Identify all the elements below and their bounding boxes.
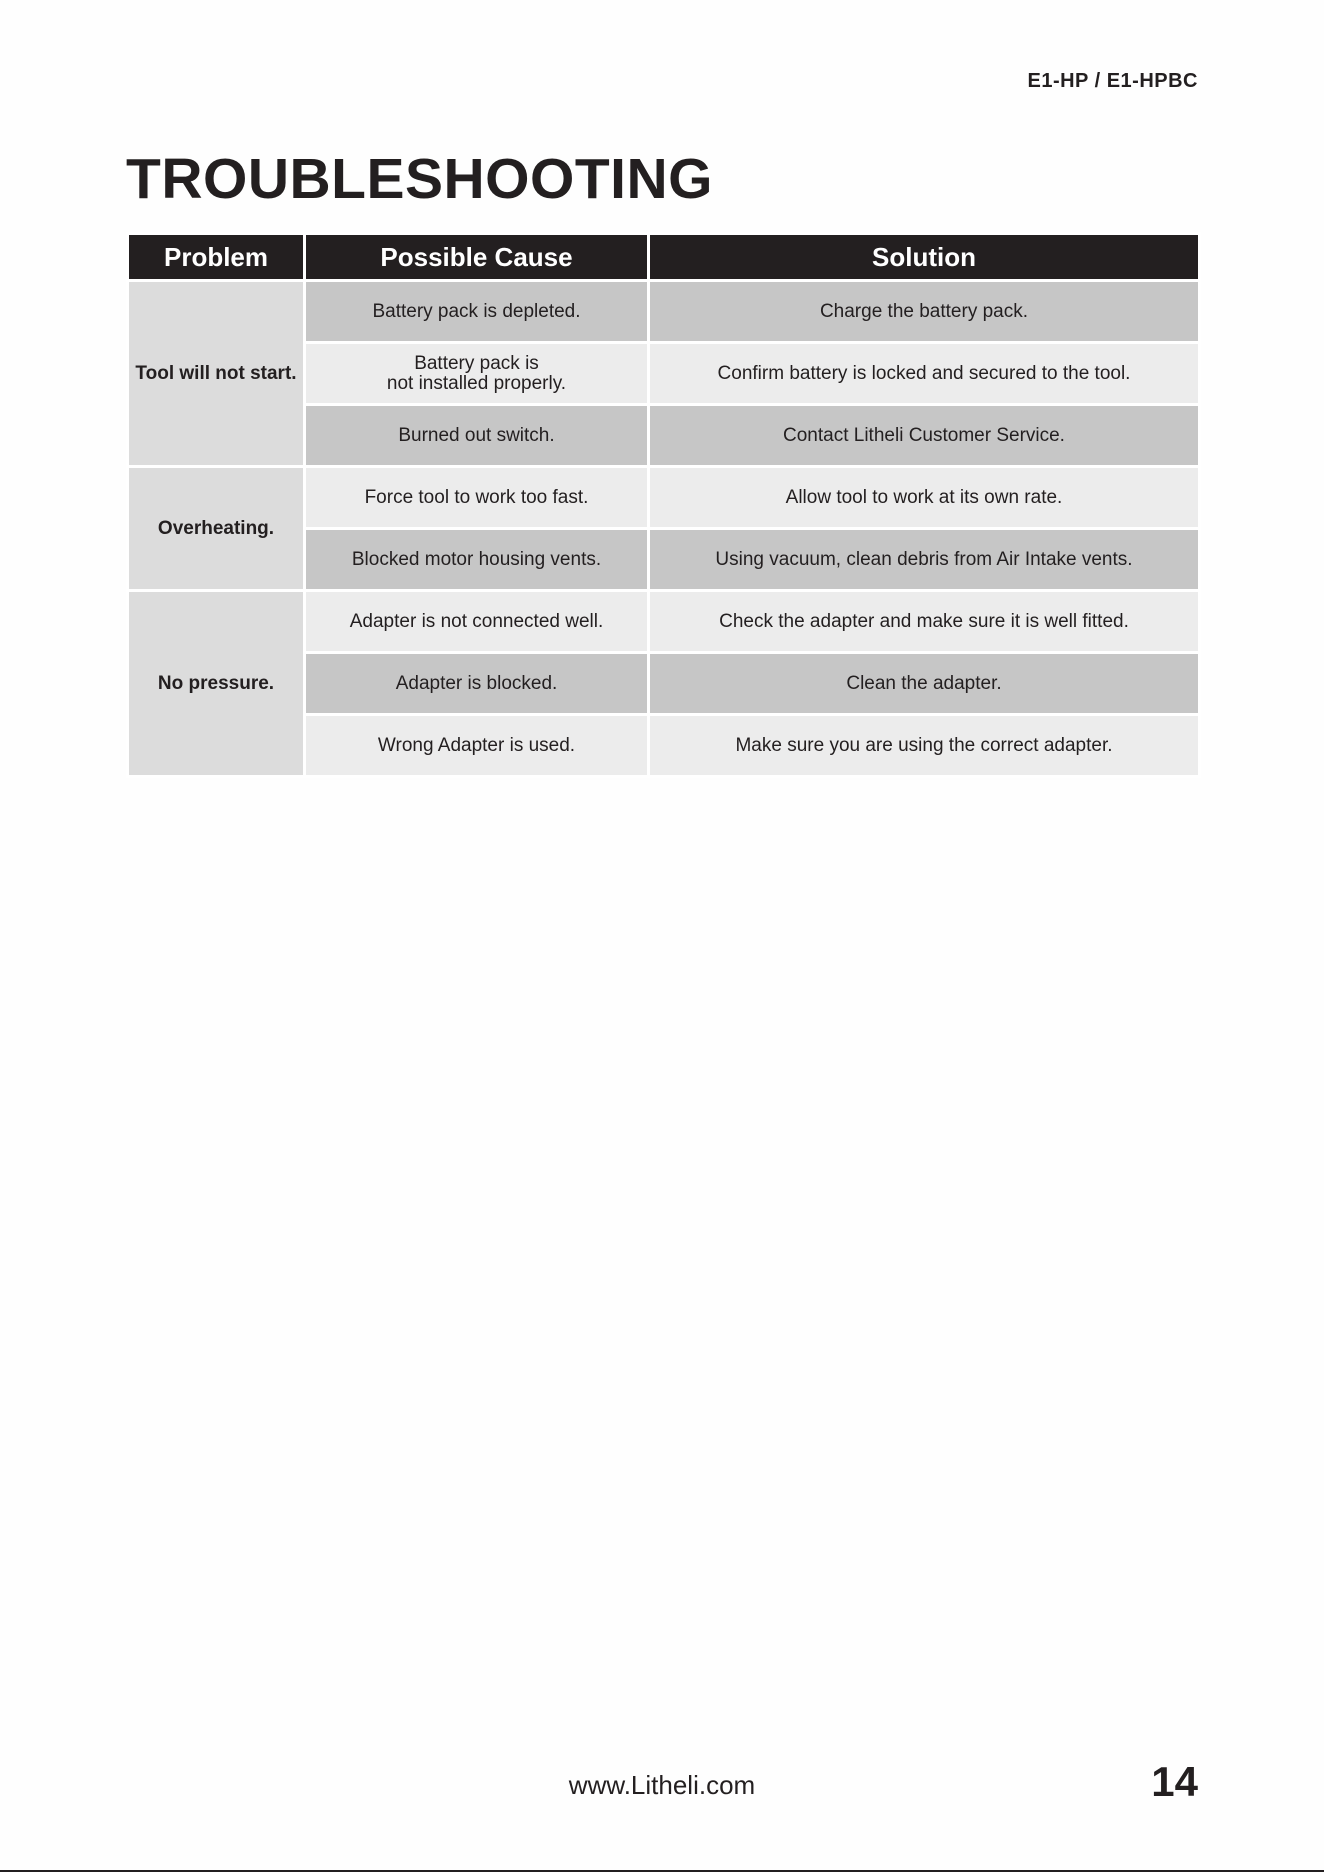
- page-title: TROUBLESHOOTING: [126, 147, 713, 211]
- cause-cell: Battery pack is not installed properly.: [305, 343, 649, 405]
- header-problem: Problem: [128, 234, 305, 281]
- problem-cell: Tool will not start.: [128, 281, 305, 467]
- solution-cell: Contact Litheli Customer Service.: [649, 405, 1200, 467]
- table-row: [128, 591, 1200, 653]
- cause-cell: Burned out switch.: [305, 405, 649, 467]
- header-possible-cause: Possible Cause: [305, 234, 649, 281]
- cause-cell: Force tool to work too fast.: [305, 467, 649, 529]
- table-header-row: [128, 234, 1200, 281]
- troubleshooting-table: [126, 232, 1201, 778]
- solution-cell: Charge the battery pack.: [649, 281, 1200, 343]
- header-solution: Solution: [649, 234, 1200, 281]
- solution-cell: Confirm battery is locked and secured to the tool.: [649, 343, 1200, 405]
- solution-cell: Clean the adapter.: [649, 653, 1200, 715]
- problem-cell: No pressure.: [128, 591, 305, 777]
- cause-cell: Adapter is not connected well.: [305, 591, 649, 653]
- cause-cell: Battery pack is depleted.: [305, 281, 649, 343]
- solution-cell: Using vacuum, clean debris from Air Intake vents.: [649, 529, 1200, 591]
- table-row: [128, 467, 1200, 529]
- website-url: www.Litheli.com: [568, 1770, 756, 1800]
- solution-cell: Make sure you are using the correct adapter.: [649, 715, 1200, 777]
- table-row: [128, 281, 1200, 343]
- cause-cell: Blocked motor housing vents.: [305, 529, 649, 591]
- model-number: E1-HP / E1-HPBC: [1027, 70, 1198, 92]
- solution-cell: Allow tool to work at its own rate.: [649, 467, 1200, 529]
- problem-cell: Overheating.: [128, 467, 305, 591]
- solution-cell: Check the adapter and make sure it is well fitted.: [649, 591, 1200, 653]
- cause-cell: Adapter is blocked.: [305, 653, 649, 715]
- page-number: 14: [1151, 1758, 1198, 1805]
- cause-cell: Wrong Adapter is used.: [305, 715, 649, 777]
